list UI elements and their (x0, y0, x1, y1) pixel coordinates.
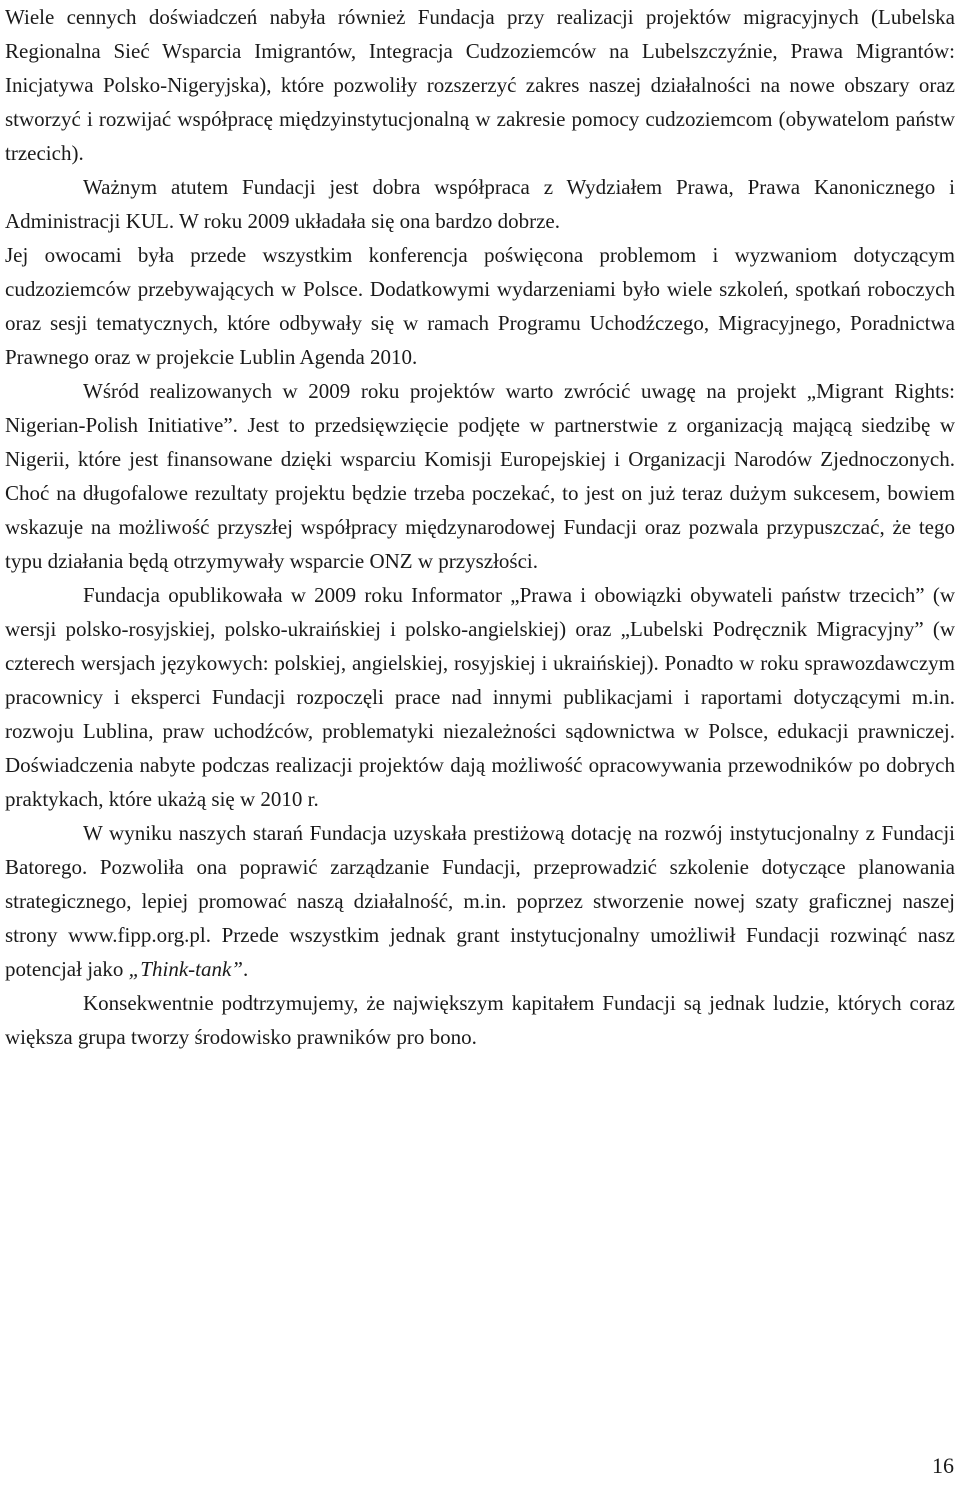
paragraph-migration-projects: Wiele cennych doświadczeń nabyła również Fundacja przy realizacji projektów migracyjnych (Lubelska Regionalna Sieć Wsparcia Imigrantów, Integracja Cudzoziemców na Lubelszczyźnie, Prawa Migrantów: Inicjatywa Polsko-Nigeryjska), które pozwoliły rozszerzyć zakres naszej działalności na nowe obszary oraz stworzyć i rozwijać współpracę międzyinstytucjonalną w zakresie pomocy cudzoziemcom (obywatelom państw trzecich). (5, 5, 955, 165)
paragraph-publications: Fundacja opublikowała w 2009 roku Informator „Prawa i obowiązki obywateli państw trzecich” (w wersji polsko-rosyjskiej, polsko-ukraińskiej i polsko-angielskiej) oraz „Lubelski Podręcznik Migracyjny” (w czterech wersjach językowych: polskiej, angielskiej, rosyjskiej i ukraińskiej). Ponadto w roku sprawozdawczym pracownicy i eksperci Fundacji rozpoczęli prace nad innymi publikacjami i raportami dotyczącymi m.in. rozwoju Lublina, praw uchodźców, problematyki niezależności sądownictwa w Polsce, edukacji prawniczej. Doświadczenia nabyte podczas realizacji projektów dają możliwość opracowywania przewodników po dobrych praktykach, które ukażą się w 2010 r. (5, 583, 955, 811)
paragraph-conference: Jej owocami była przede wszystkim konferencja poświęcona problemom i wyzwaniom dotyczącym cudzoziemców przebywających w Polsce. Dodatkowymi wydarzeniami było wiele szkoleń, spotkań roboczych oraz sesji tematycznych, które odbywały się w ramach Programu Uchodźczego, Migracyjnego, Poradnictwa Prawnego oraz w projekcie Lublin Agenda 2010. (5, 243, 955, 369)
paragraph-batory-grant (5, 816, 955, 986)
paragraph-batory-grant-text: W wyniku naszych starań Fundacja uzyskała prestiżową dotację na rozwój instytucjonalny z Fundacji Batorego. Pozwoliła ona poprawić zarządzanie Fundacji, przeprowadzić szkolenie dotyczące planowania strategicznego, lepiej promować naszą działalność, m.in. poprzez stworzenie nowej szaty graficznej naszej strony www.fipp.org.pl. Przede wszystkim jednak grant instytucjonalny umożliwił Fundacji rozwinąć nasz potencjał jako (5, 821, 955, 981)
document-body (5, 0, 955, 1054)
paragraph-nigerian-initiative: Wśród realizowanych w 2009 roku projektów warto zwrócić uwagę na projekt „Migrant Rights: Nigerian-Polish Initiative”. Jest to przedsięwzięcie podjęte w partnerstwie z organizacją mającą siedzibę w Nigerii, które jest finansowane dzięki wsparciu Komisji Europejskiej i Organizacji Narodów Zjednoczonych. Choć na długofalowe rezultaty projektu będzie trzeba poczekać, to jest on już teraz dużym sukcesem, bowiem wskazuje na możliwość przyszłej współpracy międzynarodowej Fundacji oraz pozwala przypuszczać, że tego typu działania będą otrzymywały wsparcie ONZ w przyszłości. (5, 379, 955, 573)
paragraph-kul-cooperation: Ważnym atutem Fundacji jest dobra współpraca z Wydziałem Prawa, Prawa Kanonicznego i Administracji KUL. W roku 2009 układała się ona bardzo dobrze. (5, 175, 955, 233)
page-number: 16 (932, 1453, 954, 1478)
paragraph-batory-grant-end: . (242, 957, 249, 981)
think-tank-term: „Think-tank” (128, 957, 243, 981)
paragraph-pro-bono: Konsekwentnie podtrzymujemy, że największym kapitałem Fundacji są jednak ludzie, których coraz większa grupa tworzy środowisko prawników pro bono. (5, 991, 955, 1049)
